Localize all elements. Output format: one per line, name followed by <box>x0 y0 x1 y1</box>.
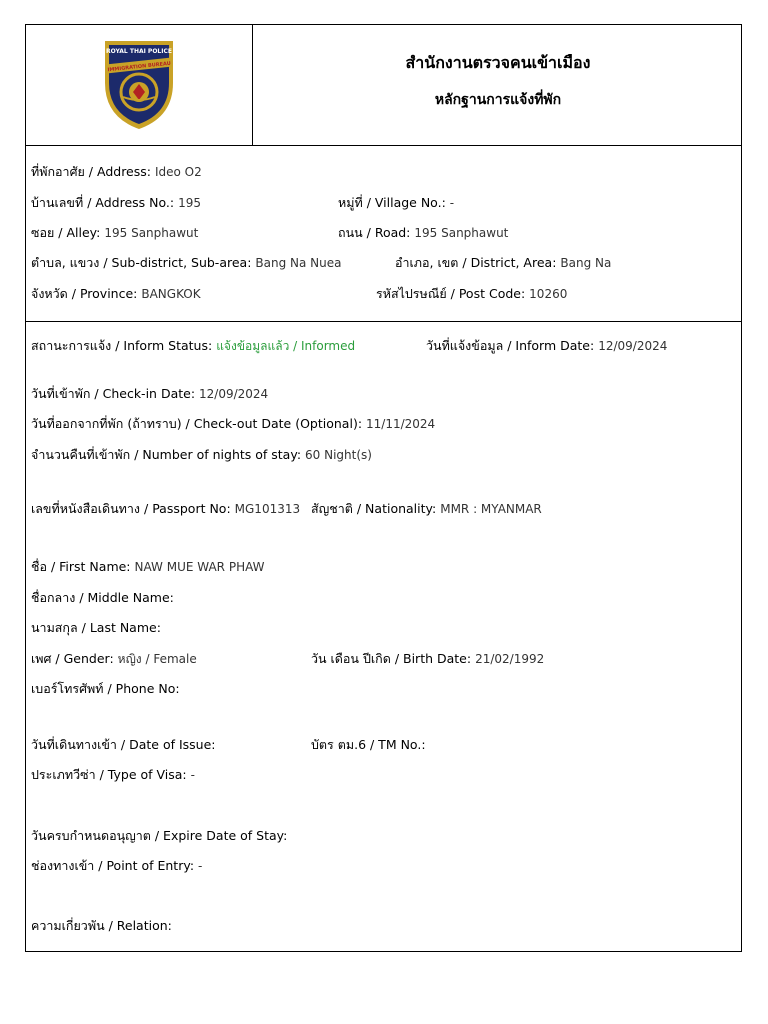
nationality-value: MMR : MYANMAR <box>440 502 542 516</box>
nights-row <box>31 447 372 463</box>
nights-value: 60 Night(s) <box>305 448 372 462</box>
header-divider <box>252 25 253 145</box>
road-row <box>338 225 508 241</box>
entry-value: - <box>198 859 203 873</box>
address-label: ที่พักอาศัย / Address: <box>31 164 151 179</box>
phone-row <box>31 681 180 697</box>
first-name-label: ชื่อ / First Name: <box>31 559 131 574</box>
checkin-row <box>31 386 268 402</box>
postcode-row <box>376 286 567 302</box>
entry-label: ช่องทางเข้า / Point of Entry: <box>31 858 195 873</box>
inform-status-row <box>31 338 355 354</box>
page-subtitle: หลักฐานการแจ้งที่พัก <box>434 92 562 108</box>
header-separator <box>26 145 741 146</box>
royal-thai-police-badge-icon <box>101 37 177 133</box>
inform-date-row <box>426 338 667 354</box>
logo-band-text: IMMIGRATION BUREAU <box>107 60 172 74</box>
postcode-value: 10260 <box>529 287 568 301</box>
village-row <box>338 195 454 211</box>
address-no-row <box>31 195 201 211</box>
subdistrict-row <box>31 255 341 271</box>
nationality-label: สัญชาติ / Nationality: <box>311 501 437 516</box>
page-title: สำนักงานตรวจคนเข้าเมือง <box>405 53 591 72</box>
passport-value: MG101313 <box>234 502 301 516</box>
gender-row <box>31 651 197 667</box>
expire-label: วันครบกำหนดอนุญาต / Expire Date of Stay: <box>31 828 288 843</box>
address-separator <box>26 321 741 322</box>
nationality-row <box>311 501 542 517</box>
district-row <box>395 255 611 271</box>
address-no-value: 195 <box>178 196 201 210</box>
alley-row <box>31 225 198 241</box>
tm6-label: บัตร ตม.6 / TM No.: <box>311 737 426 752</box>
nights-label: จำนวนคืนที่เข้าพัก / Number of nights of stay: <box>31 447 302 462</box>
visa-label: ประเภทวีซ่า / Type of Visa: <box>31 767 187 782</box>
birth-date-label: วัน เดือน ปีเกิด / Birth Date: <box>311 651 472 666</box>
address-row <box>31 164 202 180</box>
logo-top-text: ROYAL THAI POLICE <box>106 48 172 55</box>
visa-row <box>31 767 195 783</box>
address-no-label: บ้านเลขที่ / Address No.: <box>31 195 175 210</box>
province-value: BANGKOK <box>141 287 201 301</box>
inform-date-label: วันที่แจ้งข้อมูล / Inform Date: <box>426 338 595 353</box>
subdistrict-label: ตำบล, แขวง / Sub-district, Sub-area: <box>31 255 252 270</box>
relation-label: ความเกี่ยวพัน / Relation: <box>31 918 172 933</box>
tm6-row <box>311 737 426 753</box>
first-name-value: NAW MUE WAR PHAW <box>134 560 265 574</box>
birth-date-value: 21/02/1992 <box>475 652 545 666</box>
alley-label: ซอย / Alley: <box>31 225 101 240</box>
issue-date-row <box>31 737 216 753</box>
province-row <box>31 286 201 302</box>
gender-label: เพศ / Gender: <box>31 651 114 666</box>
last-name-row <box>31 620 161 636</box>
alley-value: 195 Sanphawut <box>104 226 199 240</box>
checkout-label: วันที่ออกจากที่พัก (ถ้าทราบ) / Check-out Date (Optional): <box>31 416 363 431</box>
issue-date-label: วันที่เดินทางเข้า / Date of Issue: <box>31 737 216 752</box>
province-label: จังหวัด / Province: <box>31 286 138 301</box>
gender-value: หญิง / Female <box>117 652 197 666</box>
inform-status-label: สถานะการแจ้ง / Inform Status: <box>31 338 213 353</box>
visa-value: - <box>190 768 195 782</box>
phone-label: เบอร์โทรศัพท์ / Phone No: <box>31 681 180 696</box>
last-name-label: นามสกุล / Last Name: <box>31 620 161 635</box>
postcode-label: รหัสไปรษณีย์ / Post Code: <box>376 286 526 301</box>
checkin-value: 12/09/2024 <box>199 387 269 401</box>
middle-name-label: ชื่อกลาง / Middle Name: <box>31 590 174 605</box>
subdistrict-value: Bang Na Nuea <box>255 256 342 270</box>
village-value: - <box>449 196 455 210</box>
expire-row <box>31 828 287 844</box>
road-value: 195 Sanphawut <box>414 226 509 240</box>
birth-date-row <box>311 651 544 667</box>
road-label: ถนน / Road: <box>338 225 411 240</box>
inform-status-value: แจ้งข้อมูลแล้ว / Informed <box>216 339 356 353</box>
first-name-row <box>31 559 265 575</box>
checkin-label: วันที่เข้าพัก / Check-in Date: <box>31 386 196 401</box>
checkout-row <box>31 416 435 432</box>
middle-name-row <box>31 590 174 606</box>
district-label: อำเภอ, เขต / District, Area: <box>395 255 557 270</box>
passport-row <box>31 501 300 517</box>
inform-date-value: 12/09/2024 <box>598 339 668 353</box>
checkout-value: 11/11/2024 <box>366 417 436 431</box>
relation-row <box>31 918 172 934</box>
entry-row <box>31 858 202 874</box>
village-label: หมู่ที่ / Village No.: <box>338 195 446 210</box>
district-value: Bang Na <box>560 256 612 270</box>
passport-label: เลขที่หนังสือเดินทาง / Passport No: <box>31 501 231 516</box>
address-value: Ideo O2 <box>154 165 202 179</box>
